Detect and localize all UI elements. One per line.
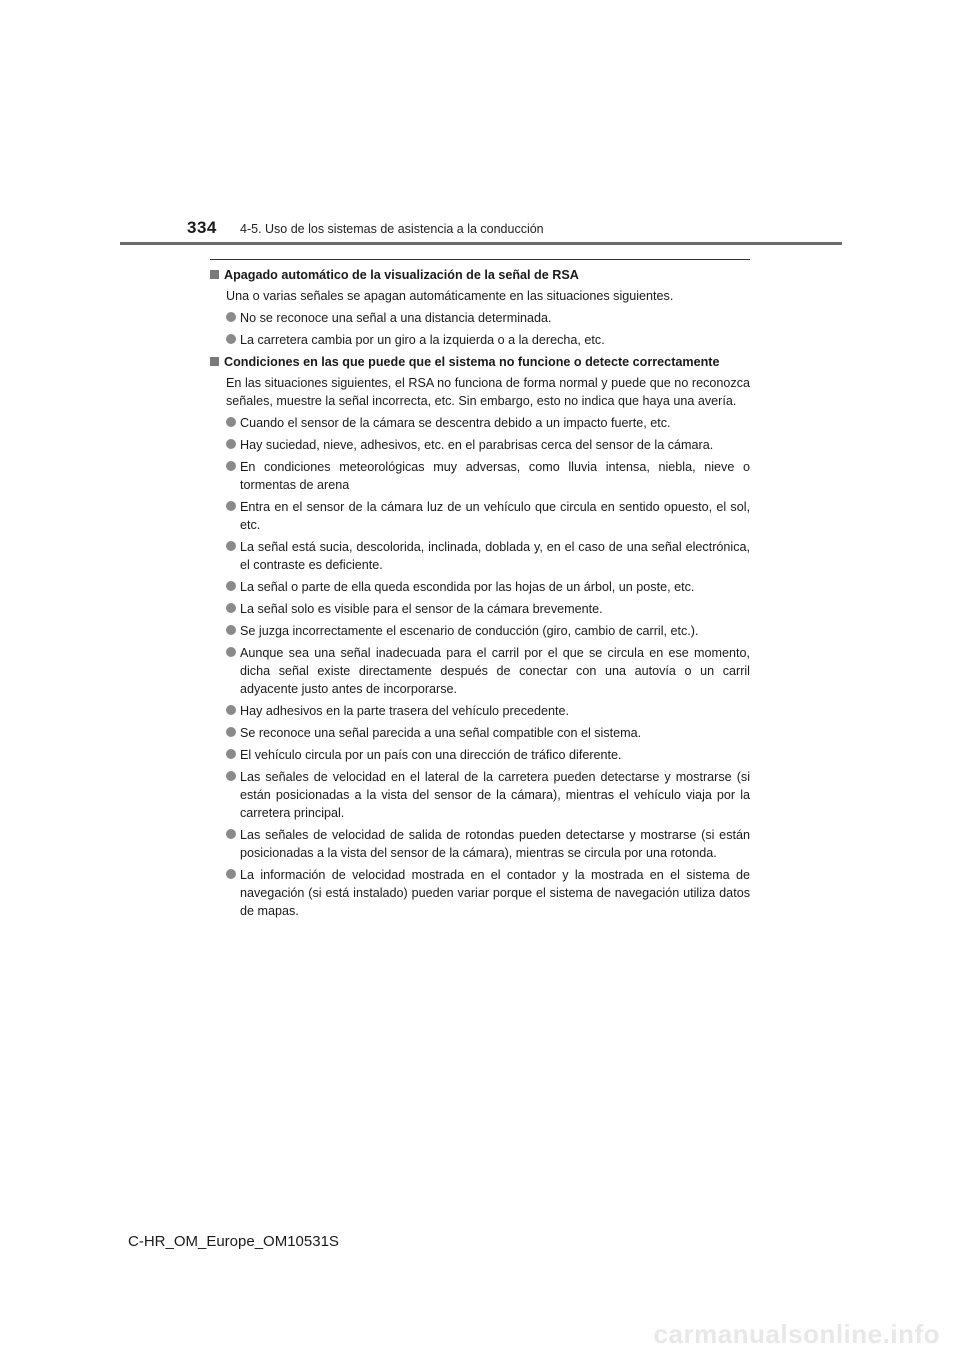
list-item: Cuando el sensor de la cámara se descentra debido a un impacto fuerte, etc. (226, 414, 750, 432)
section-intro: Una o varias señales se apagan automáticamente en las situaciones siguientes. (226, 289, 674, 303)
round-bullet-icon (226, 869, 236, 879)
list-item: En condiciones meteorológicas muy adversas, como lluvia intensa, niebla, nieve o tormentas de arena (226, 458, 750, 494)
list-item: Hay adhesivos en la parte trasera del vehículo precedente. (226, 702, 750, 720)
list-item: Se reconoce una señal parecida a una señal compatible con el sistema. (226, 724, 750, 742)
page-header (0, 0, 960, 250)
watermark-logo: carmanualsonline.info (653, 1319, 940, 1349)
section-intro: En las situaciones siguientes, el RSA no funciona de forma normal y puede que no reconozca señales, muestre la señal incorrecta, etc. Sin embargo, esto no indica que haya una avería. (226, 376, 750, 408)
round-bullet-icon (226, 312, 236, 322)
round-bullet-icon (226, 771, 236, 781)
round-bullet-icon (226, 749, 236, 759)
section-rsa-auto-off (210, 266, 750, 349)
round-bullet-icon (226, 461, 236, 471)
round-bullet-icon (226, 581, 236, 591)
square-bullet-icon (210, 270, 219, 279)
list-item: Las señales de velocidad en el lateral de la carretera pueden detectarse y mostrarse (si están posicionadas a la vista del sensor de la cámara), mientras el vehículo viaja por la carretera principal. (226, 768, 750, 822)
bullet-list (210, 309, 750, 349)
list-item: La señal o parte de ella queda escondida por las hojas de un árbol, un poste, etc. (226, 578, 750, 596)
round-bullet-icon (226, 541, 236, 551)
header-divider (120, 242, 842, 245)
round-bullet-icon (226, 603, 236, 613)
round-bullet-icon (226, 417, 236, 427)
page-number: 334 (187, 218, 217, 237)
content-divider (210, 259, 750, 260)
list-item: La señal está sucia, descolorida, inclinada, doblada y, en el caso de una señal electrónica, el contraste es deficiente. (226, 538, 750, 574)
square-bullet-icon (210, 357, 219, 366)
list-item: La información de velocidad mostrada en el contador y la mostrada en el sistema de navegación (si está instalado) pueden variar porque el sistema de navegación utiliza datos de mapas. (226, 866, 750, 920)
list-item: Entra en el sensor de la cámara luz de un vehículo que circula en sentido opuesto, el sol, etc. (226, 498, 750, 534)
section-title: 4-5. Uso de los sistemas de asistencia a la conducción (240, 222, 544, 236)
round-bullet-icon (226, 501, 236, 511)
section-heading-text: Condiciones en las que puede que el sistema no funcione o detecte correctamente (224, 355, 720, 369)
main-content (210, 266, 750, 924)
section-heading (210, 353, 750, 371)
round-bullet-icon (226, 334, 236, 344)
list-item: Se juzga incorrectamente el escenario de conducción (giro, cambio de carril, etc.). (226, 622, 750, 640)
list-item: Las señales de velocidad de salida de rotondas pueden detectarse y mostrarse (si están posicionadas a la vista del sensor de la cámara), mientras se circula por una rotonda. (226, 826, 750, 862)
section-malfunction-conditions (210, 353, 750, 920)
list-item: El vehículo circula por un país con una dirección de tráfico diferente. (226, 746, 750, 764)
round-bullet-icon (226, 705, 236, 715)
list-item: La carretera cambia por un giro a la izquierda o a la derecha, etc. (226, 331, 750, 349)
document-code: C-HR_OM_Europe_OM10531S (128, 1233, 339, 1250)
round-bullet-icon (226, 625, 236, 635)
section-heading-text: Apagado automático de la visualización de la señal de RSA (224, 268, 579, 282)
list-item: La señal solo es visible para el sensor de la cámara brevemente. (226, 600, 750, 618)
round-bullet-icon (226, 439, 236, 449)
round-bullet-icon (226, 829, 236, 839)
list-item: Hay suciedad, nieve, adhesivos, etc. en el parabrisas cerca del sensor de la cámara. (226, 436, 750, 454)
round-bullet-icon (226, 647, 236, 657)
section-heading (210, 266, 750, 284)
bullet-list (210, 414, 750, 920)
list-item: Aunque sea una señal inadecuada para el carril por el que se circula en ese momento, dicha señal existe directamente después de conectar con una autovía o un carril adyacente justo antes de incorporarse. (226, 644, 750, 698)
list-item: No se reconoce una señal a una distancia determinada. (226, 309, 750, 327)
round-bullet-icon (226, 727, 236, 737)
